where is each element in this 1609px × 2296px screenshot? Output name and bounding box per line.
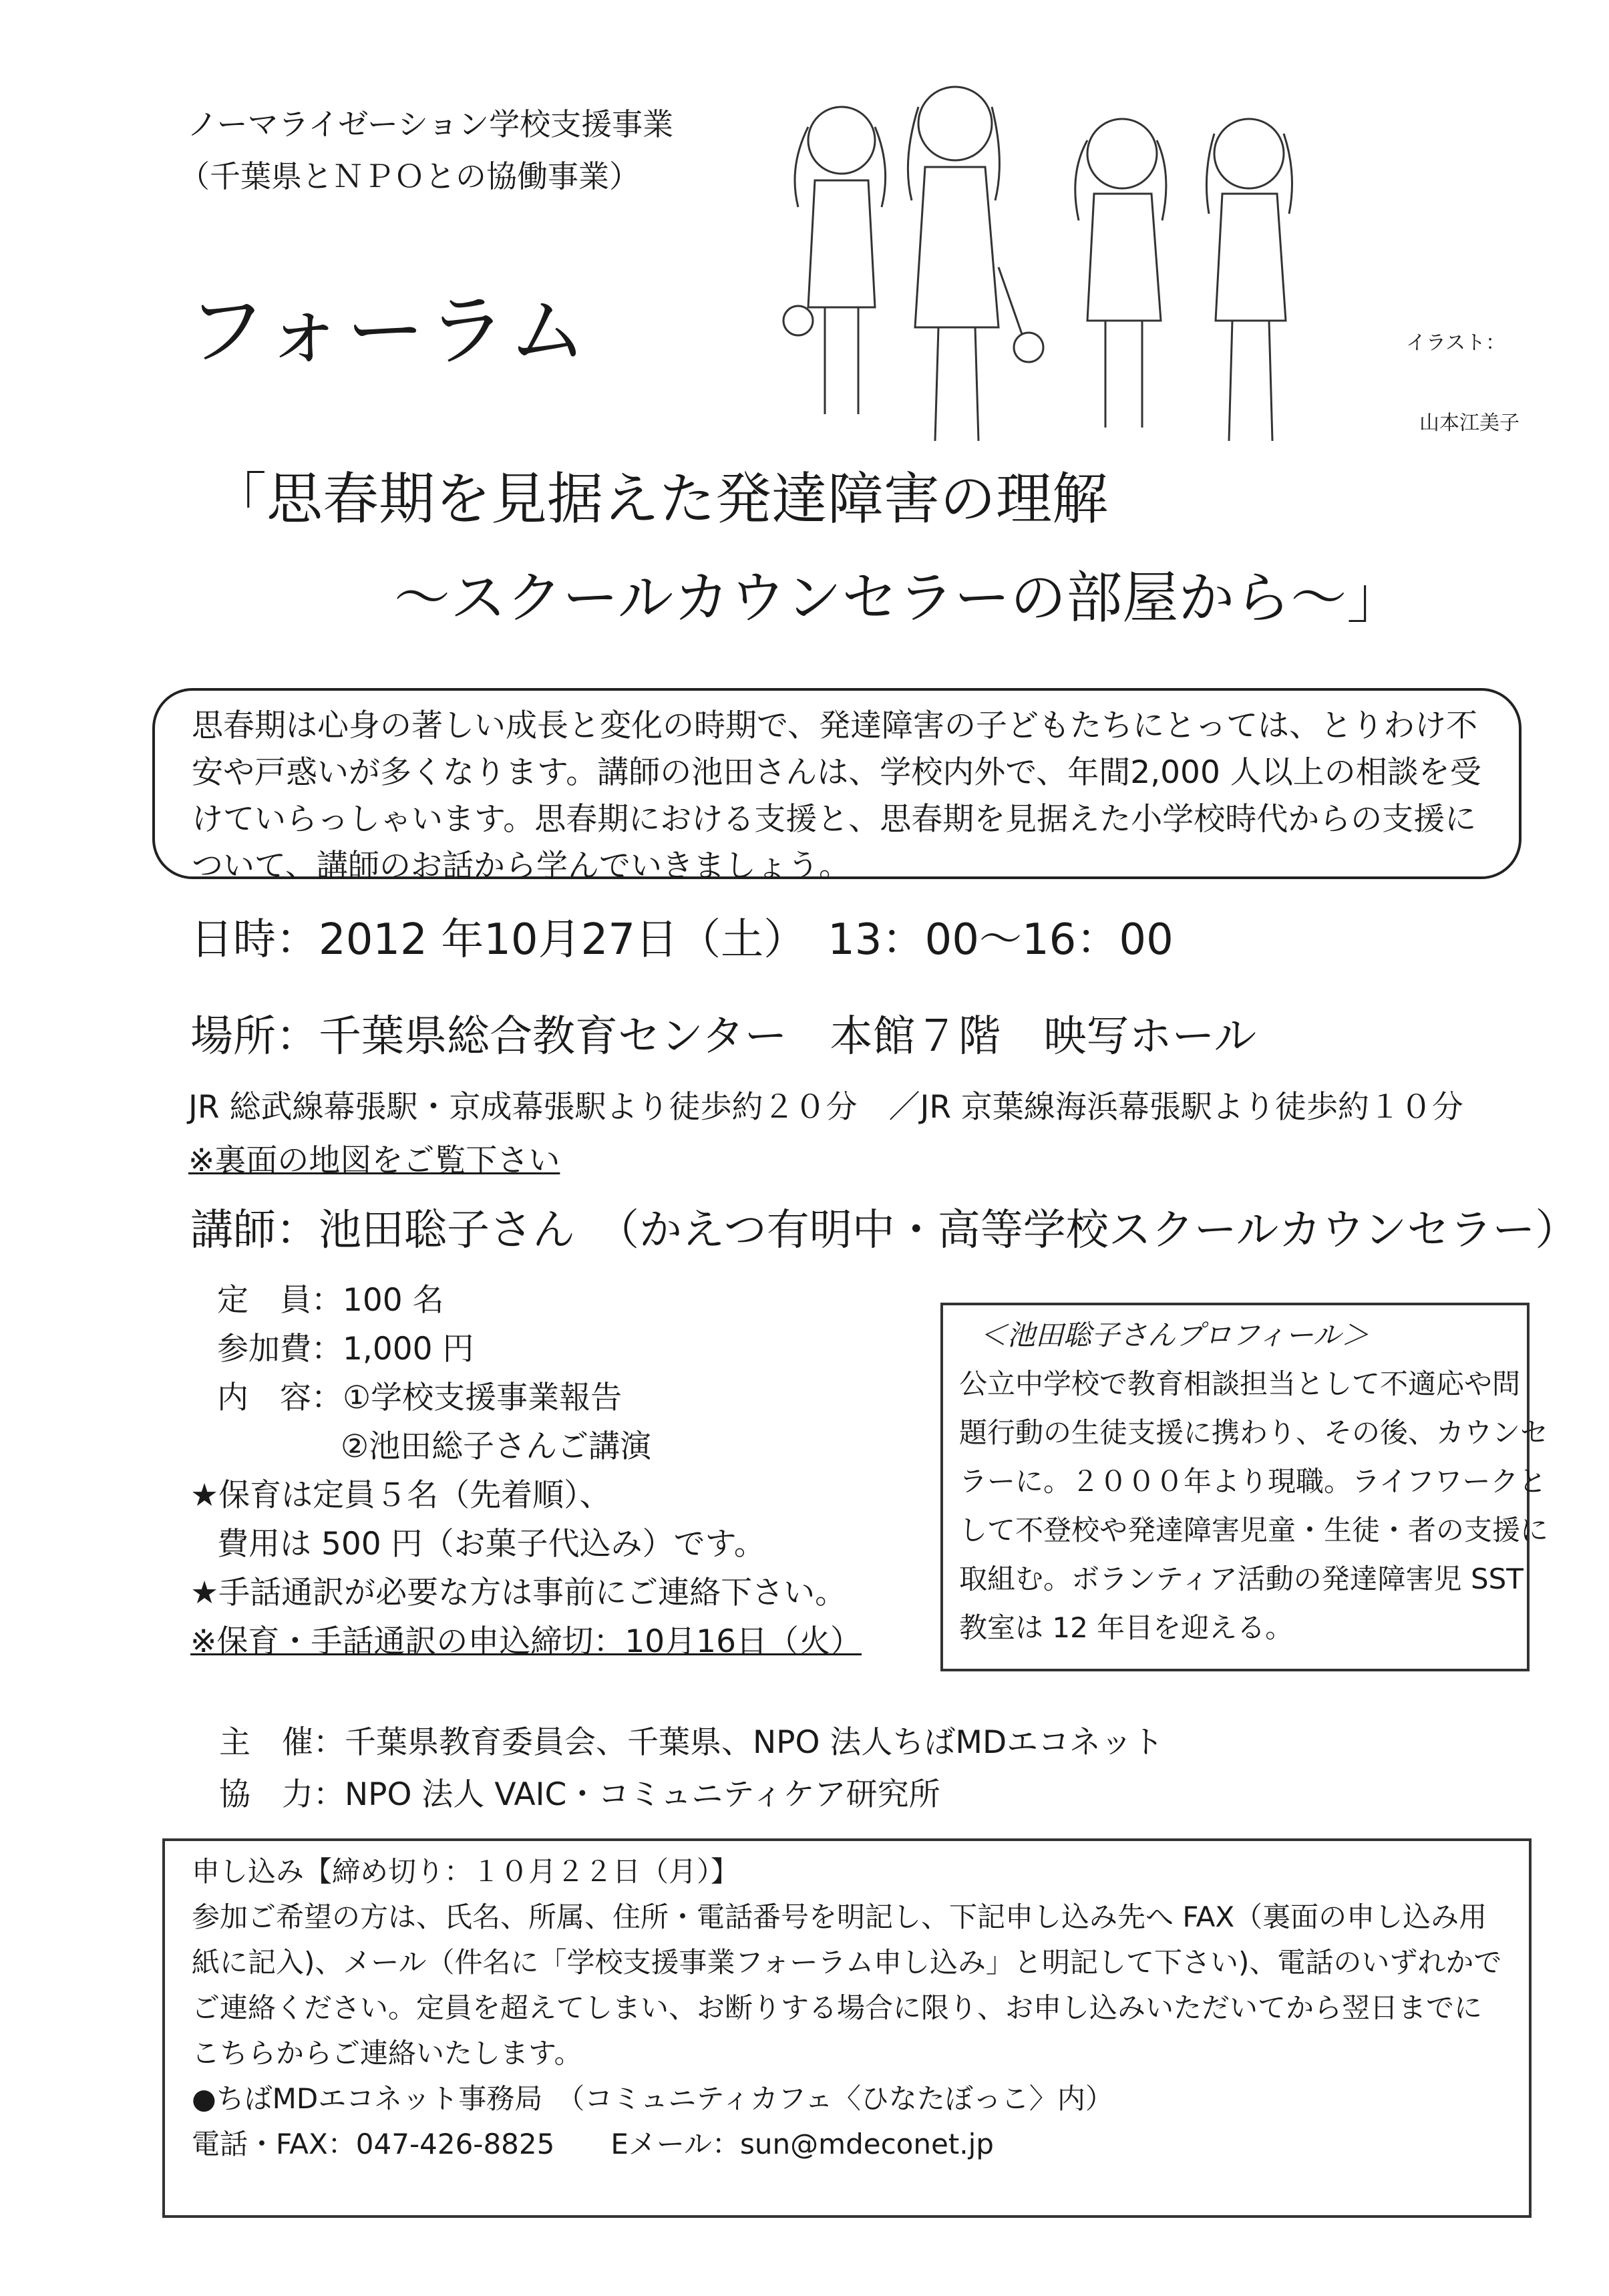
illustration-credit-label: イラスト： [1406,331,1506,355]
contact-info: 電話・FAX：047-426-8825 Eメール：sun@mdeconet.jp [192,2128,994,2160]
forum-title-line2: ～スクールカウンセラーの部屋から～」 [394,565,1403,631]
intro-box [152,688,1522,884]
profile-line: 取組む。ボランティア活動の発達障害児 SST [959,1563,1524,1595]
sign-language-note: ★手話通訳が必要な方は事前にご連絡下さい。 [190,1575,847,1611]
event-datetime: 日時：2012 年10月27日（土） 13：00～16：00 [190,915,1174,965]
profile-line: 教室は 12 年目を迎える。 [959,1611,1294,1644]
profile-line: して不登校や発達障害児童・生徒・者の支援に [959,1514,1549,1546]
profile-line: 題行動の生徒支援に携わり、その後、カウンセ [959,1416,1549,1449]
childcare-note: ★保育は定員５名（先着順）、 [190,1477,611,1514]
application-box [162,1838,1532,2218]
application-instructions: 参加ご希望の方は、氏名、所属、住所・電話番号を明記し、下記申し込み先へ FAX（裏面の申し込み用紙に記入)、メール（件名に「学校支援事業フォーラム申し込み」と明記して下さい)、電話のいずれかでご連絡ください。定員を超えてしまい、お断りする場合に限り、お申し込みいただいてから翌日までにこちらからご連絡いたします。 [192,1901,1502,2070]
girl-4 [1206,119,1292,441]
application-heading: 申し込み【締め切り：１０月２２日（月）】 [192,1855,739,1888]
capacity: 定 員：100 名 [217,1282,444,1319]
girl-2 [908,87,1043,441]
program-name: ノーマライゼーション学校支援事業 [187,106,674,142]
cooperation: 協 力：NPO 法人 VAIC・コミュニティケア研究所 [219,1776,940,1813]
event-details [190,1276,862,1666]
girl-3 [1075,119,1166,428]
organizer: 主 催：千葉県教育委員会、千葉県、NPO 法人ちばMDエコネット [219,1724,1164,1761]
map-note: ※裏面の地図をご覧下さい [188,1142,560,1179]
content-item-2: ②池田総子さんご講演 [341,1428,652,1465]
students-illustration [768,67,1349,454]
illustration-credit-name: 山本江美子 [1419,412,1519,435]
lecturer-profile-box [940,1303,1549,1671]
office-name: ●ちばMDエコネット事務局 （コミュニティカフェ〈ひなたぼっこ〉内） [192,2082,1113,2115]
event-lecturer: 講師：池田聡子さん （かえつ有明中・高等学校スクールカウンセラー） [190,1206,1578,1255]
profile-title: ＜池田聡子さんプロフィール＞ [979,1319,1369,1351]
sponsor-section [219,1717,1164,1821]
event-access: JR 総武線幕張駅・京成幕張駅より徒歩約２０分 ／JR 京葉線海浜幕張駅より徒歩約１０分 [188,1089,1463,1126]
intro-text: 思春期は心身の著しい成長と変化の時期で、発達障害の子どもたちにとっては、とりわけ不安や戸惑いが多くなります。講師の池田さんは、学校内外で、年間2,000 人以上の相談を受けていらっしゃいます。思春期における支援と、思春期を見据えた小学校時代からの支援について、講師のお話から学んでいきましょう。 [192,707,1481,884]
participation-fee: 参加費：1,000 円 [217,1331,474,1367]
content-item-1: 内 容：①学校支援事業報告 [217,1379,622,1416]
program-subtitle: （千葉県とＮＰＯとの協働事業） [179,158,640,194]
girl-1 [783,107,886,414]
forum-title-line1: 「思春期を見据えた発達障害の理解 [210,466,1109,532]
forum-heading: フォーラム [187,285,590,377]
childcare-fee-note: 費用は 500 円（お菓子代込み）です。 [217,1526,765,1563]
childcare-deadline: ※保育・手話通訳の申込締切：10月16日（火） [190,1623,862,1660]
profile-line: ラーに。２０００年より現職。ライフワークと [959,1465,1547,1498]
profile-line: 公立中学校で教育相談担当として不適応や問 [959,1367,1521,1400]
event-place: 場所：千葉県総合教育センター 本館７階 映写ホール [190,1012,1257,1061]
